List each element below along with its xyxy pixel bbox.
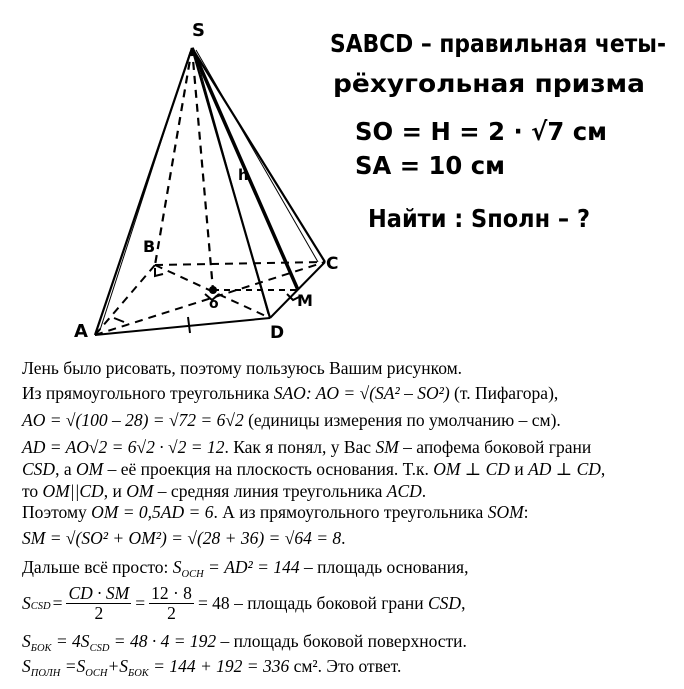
solution-line-3: AO = √(100 – 28) = √72 = 6√2 (единицы измерения по умолчанию – см).	[22, 410, 561, 430]
solution-line-11: $S_{БОК} = 4S_{CSD} = 48 \cdot 4 = 192$ – площадь боковой поверхности.	[22, 631, 467, 654]
label-O: o	[209, 296, 219, 312]
label-M: M	[297, 291, 313, 310]
label-B: B	[143, 237, 156, 256]
solution-line-7: Поэтому OM = 0,5AD = 6. А из прямоугольного треугольника SOM:	[22, 502, 529, 522]
solution-line-8: SM = √(SO² + OM²) = √(28 + 36) = √64 = 8.	[22, 528, 346, 548]
note-line-3: SO = H = 2 · √7 см	[355, 117, 607, 146]
note-line-5: Найти : Sполн – ?	[368, 204, 590, 233]
solution-line-9: Дальше всё просто: $S_{ОСН} = AD^2 = 144$ – площадь основания,	[22, 557, 469, 580]
note-line-4: SA = 10 см	[355, 151, 505, 180]
solution-line-1: Лень было рисовать, поэтому пользуюсь Вашим рисунком.	[22, 358, 463, 378]
label-h: h	[238, 166, 249, 184]
label-C: C	[326, 254, 339, 274]
sketch-strokes	[100, 50, 318, 330]
handwritten-notes	[330, 29, 666, 233]
solution-line-4: AD = AO√2 = 6√2 · √2 = 12. Как я понял, у Вас SM – апофема боковой грани	[22, 437, 592, 457]
solution-line-10: S CSD = $\frac{CD \cdot SM}{2}$ = $\frac{12 \cdot 8}{2}$ = 48 – площадь боковой грани CSD ,	[22, 583, 466, 623]
note-line-1: SABCD – правильная четы-	[330, 29, 666, 58]
solution-line-2: Из прямоугольного треугольника SAO: AO = √(SA² – SO²) (т. Пифагора),	[22, 383, 559, 403]
fraction-12-8: $\frac{12 \cdot 8}{2}$	[151, 583, 192, 623]
label-D: D	[270, 323, 285, 343]
solution-line-5: CSD, а OM – её проекция на плоскость основания. Т.к. OM ⊥ CD и AD ⊥ CD,	[22, 459, 606, 479]
label-S: S	[192, 20, 205, 41]
solution-line-12: $S_{ПОЛН} =S_{ОСН}+S_{БОК} = 144 + 192 = 336$ см². Это ответ.	[22, 656, 402, 679]
center-point	[209, 286, 217, 294]
solution-line-6: то OM||CD, и OM – средняя линия треугольника ACD.	[22, 481, 427, 501]
label-A: A	[74, 321, 88, 342]
fraction-cd-sm: $\frac{CD \cdot SM}{2}$	[68, 583, 130, 623]
note-line-2: рёхугольная призма	[333, 69, 645, 98]
